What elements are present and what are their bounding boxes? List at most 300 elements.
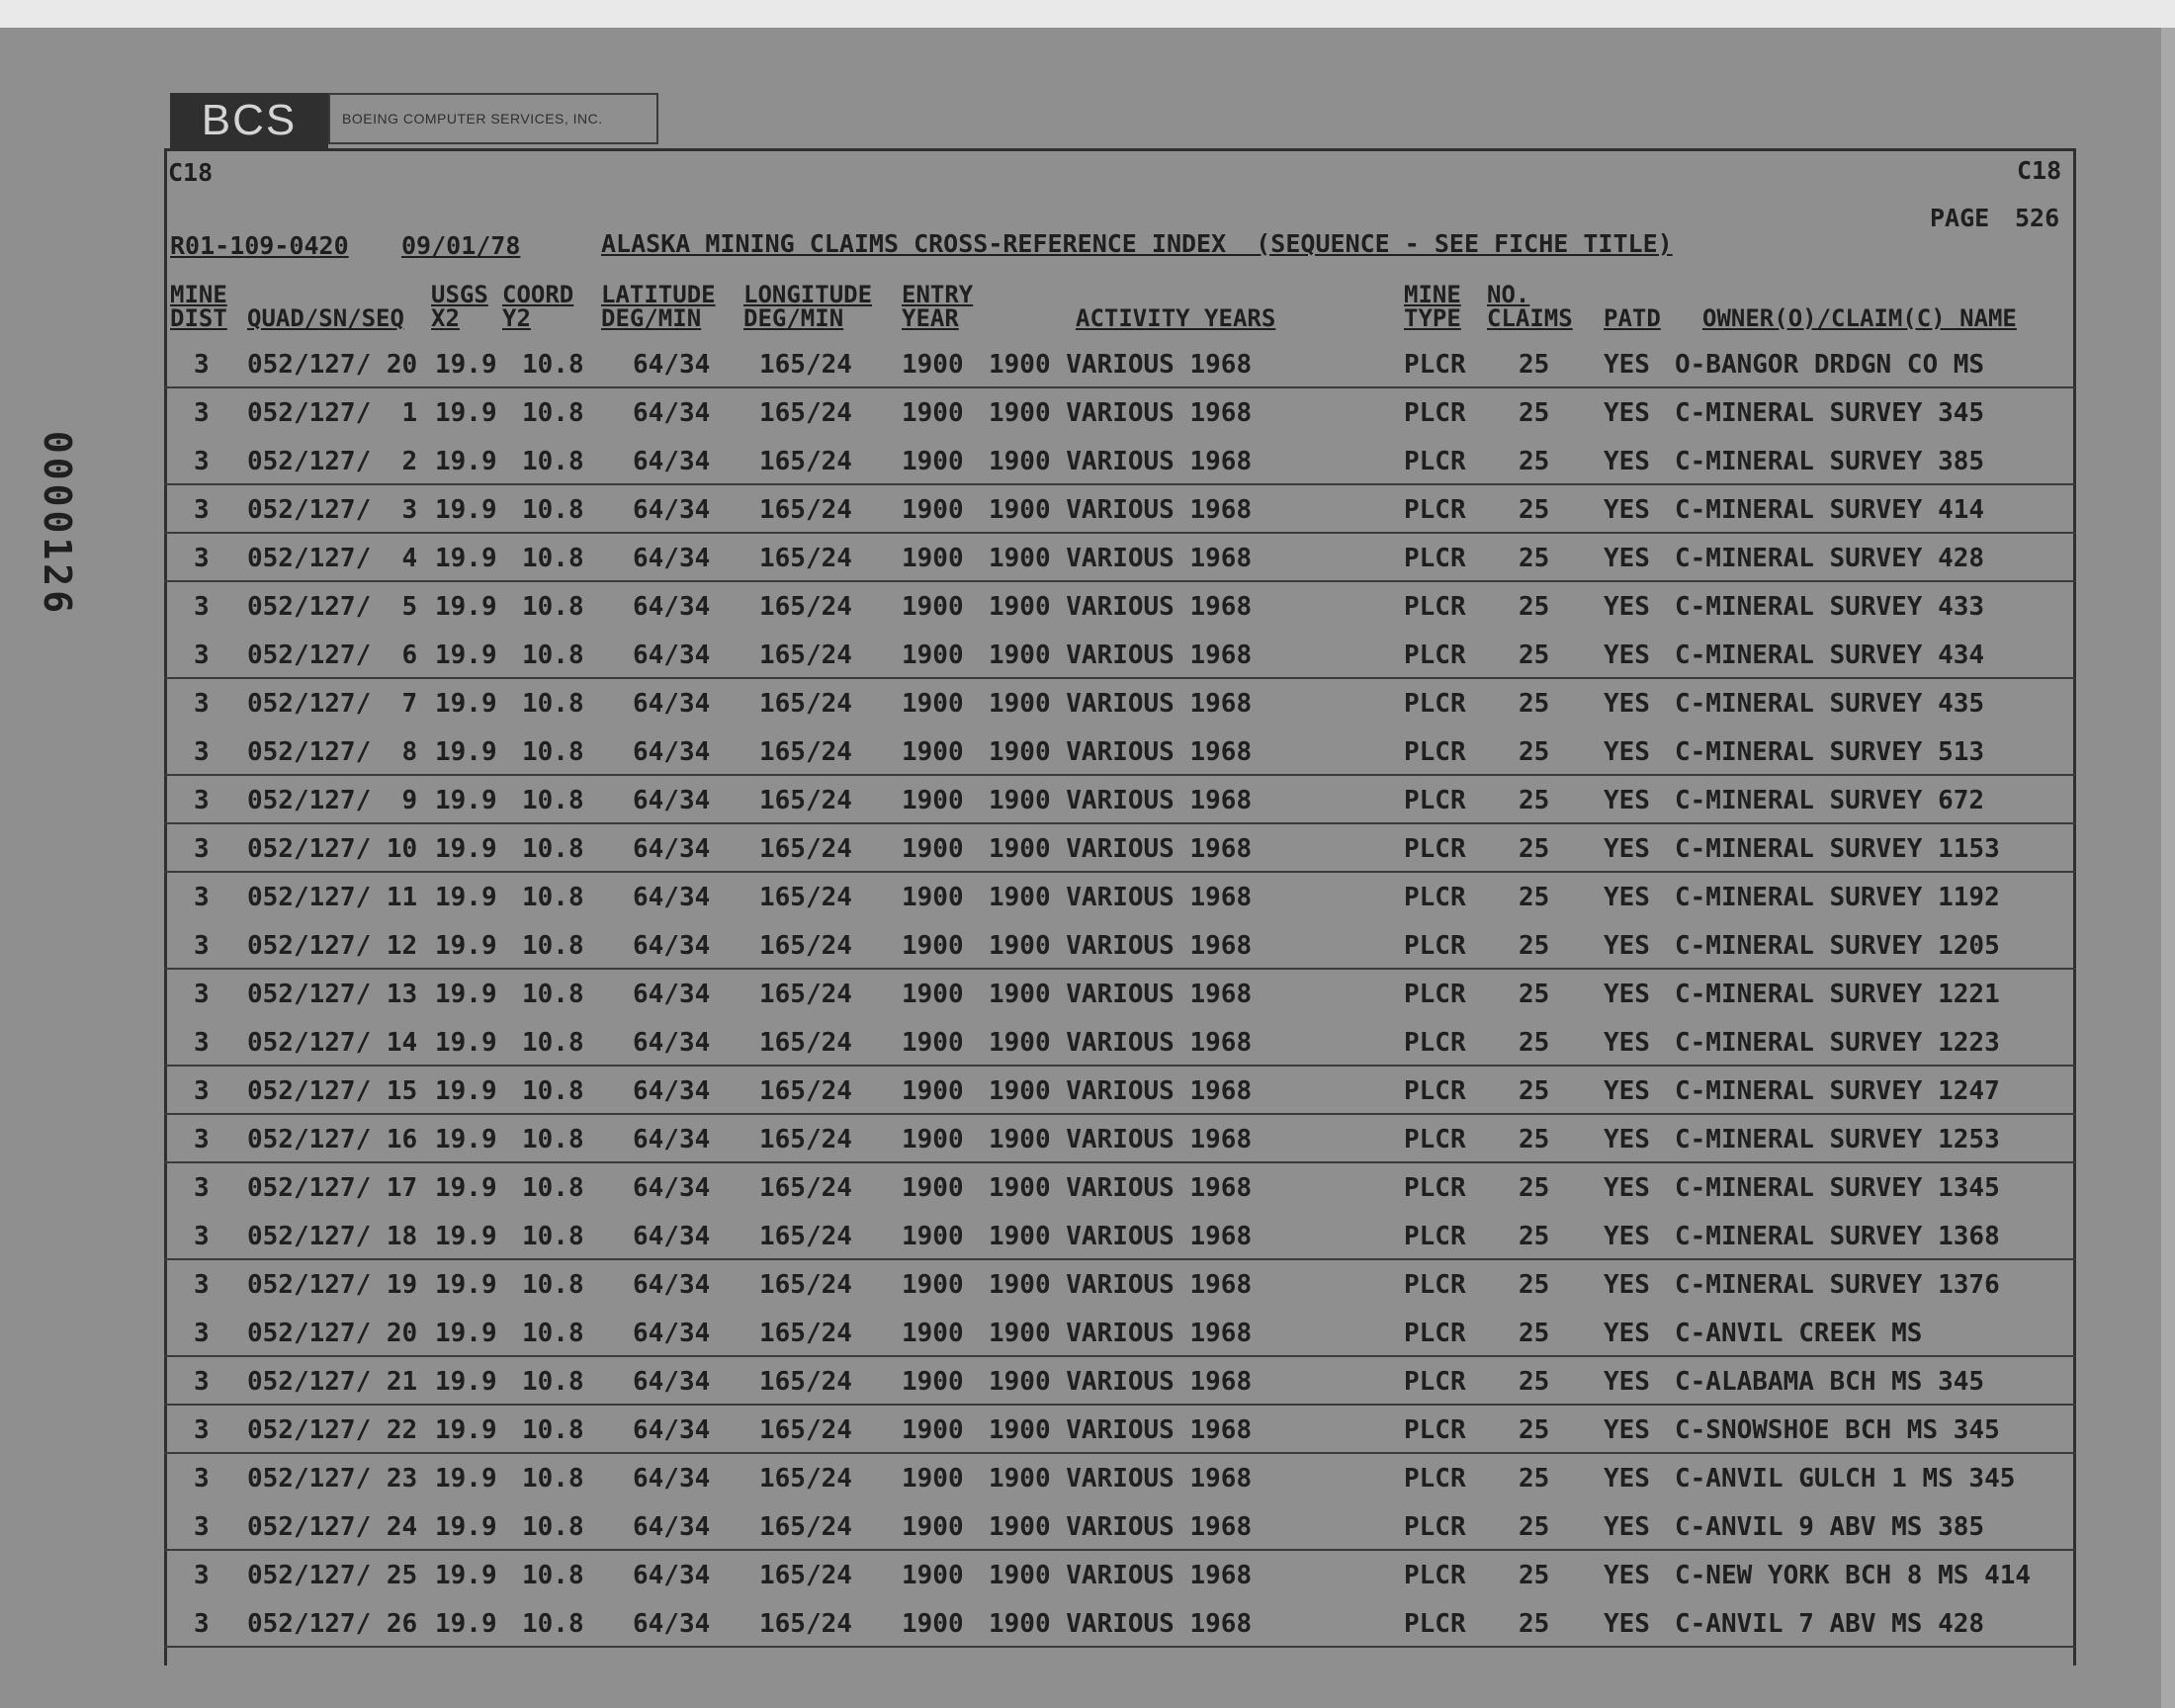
col-header-line1: NO. <box>1487 281 1530 308</box>
cell-latitude: 64/34 <box>633 786 711 815</box>
table-row <box>0 729 2175 778</box>
row-separator-line <box>164 1258 2076 1260</box>
table-row <box>0 1020 2175 1068</box>
cell-patd: YES <box>1604 1367 1650 1397</box>
cell-usgs-x: 19.9 <box>435 1609 497 1639</box>
cell-entry-year: 1900 <box>902 1464 964 1494</box>
cell-longitude: 165/24 <box>759 1464 852 1494</box>
cell-activity-years: 1900 VARIOUS 1968 <box>989 1609 1253 1639</box>
cell-mine-dist: 3 <box>194 592 210 622</box>
cell-latitude: 64/34 <box>633 1028 711 1058</box>
col-header-line2: QUAD/SN/SEQ <box>247 304 404 332</box>
cell-patd: YES <box>1604 980 1650 1009</box>
cell-latitude: 64/34 <box>633 1561 711 1590</box>
report-title: ALASKA MINING CLAIMS CROSS-REFERENCE INDEX (SEQUENCE - SEE FICHE TITLE) <box>601 229 1673 258</box>
cell-activity-years: 1900 VARIOUS 1968 <box>989 786 1253 815</box>
cell-entry-year: 1900 <box>902 883 964 912</box>
cell-coord-y: 10.8 <box>522 592 584 622</box>
cell-usgs-x: 19.9 <box>435 1512 497 1542</box>
cell-usgs-x: 19.9 <box>435 737 497 767</box>
row-separator-line <box>164 386 2076 388</box>
col-header-mine-type <box>1404 283 1461 330</box>
cell-usgs-x: 19.9 <box>435 640 497 670</box>
cell-patd: YES <box>1604 640 1650 670</box>
col-header-line1: MINE <box>170 281 227 308</box>
cell-coord-y: 10.8 <box>522 1076 584 1106</box>
cell-entry-year: 1900 <box>902 640 964 670</box>
cell-mine-dist: 3 <box>194 1028 210 1058</box>
cell-entry-year: 1900 <box>902 398 964 428</box>
cell-no-claims: 25 <box>1519 350 1550 380</box>
row-separator-line <box>164 968 2076 970</box>
side-fiche-number-text: 0000126 <box>36 430 79 618</box>
cell-usgs-x: 19.9 <box>435 447 497 476</box>
cell-owner-claim-name: C-NEW YORK BCH 8 MS 414 <box>1675 1561 2032 1590</box>
cell-quad-sn-seq: 052/127/ 11 <box>247 883 418 912</box>
col-header-usgs-x <box>431 283 488 330</box>
cell-activity-years: 1900 VARIOUS 1968 <box>989 1319 1253 1348</box>
cell-quad-sn-seq: 052/127/ 26 <box>247 1609 418 1639</box>
cell-mine-type: PLCR <box>1404 883 1466 912</box>
cell-latitude: 64/34 <box>633 1173 711 1203</box>
cell-entry-year: 1900 <box>902 786 964 815</box>
cell-longitude: 165/24 <box>759 786 852 815</box>
cell-quad-sn-seq: 052/127/ 20 <box>247 1319 418 1348</box>
top-margin-strip <box>0 0 2175 28</box>
table-row <box>0 342 2175 390</box>
cell-latitude: 64/34 <box>633 1125 711 1154</box>
cell-no-claims: 25 <box>1519 1464 1550 1494</box>
cell-mine-dist: 3 <box>194 1561 210 1590</box>
table-row <box>0 1456 2175 1504</box>
cell-entry-year: 1900 <box>902 1222 964 1251</box>
cell-mine-type: PLCR <box>1404 1173 1466 1203</box>
cell-longitude: 165/24 <box>759 398 852 428</box>
cell-patd: YES <box>1604 834 1650 864</box>
row-separator-line <box>164 822 2076 824</box>
cell-activity-years: 1900 VARIOUS 1968 <box>989 544 1253 573</box>
cell-longitude: 165/24 <box>759 640 852 670</box>
row-separator-line <box>164 1404 2076 1406</box>
cell-entry-year: 1900 <box>902 1173 964 1203</box>
cell-usgs-x: 19.9 <box>435 350 497 380</box>
cell-no-claims: 25 <box>1519 1561 1550 1590</box>
cell-mine-dist: 3 <box>194 495 210 525</box>
cell-patd: YES <box>1604 1125 1650 1154</box>
col-header-line2: YEAR <box>902 304 959 332</box>
cell-no-claims: 25 <box>1519 495 1550 525</box>
cell-owner-claim-name: C-ANVIL 7 ABV MS 428 <box>1675 1609 1985 1639</box>
cell-quad-sn-seq: 052/127/ 25 <box>247 1561 418 1590</box>
cell-quad-sn-seq: 052/127/ 6 <box>247 640 418 670</box>
cell-owner-claim-name: C-MINERAL SURVEY 1345 <box>1675 1173 2000 1203</box>
cell-activity-years: 1900 VARIOUS 1968 <box>989 495 1253 525</box>
cell-activity-years: 1900 VARIOUS 1968 <box>989 447 1253 476</box>
cell-no-claims: 25 <box>1519 1319 1550 1348</box>
cell-patd: YES <box>1604 544 1650 573</box>
cell-activity-years: 1900 VARIOUS 1968 <box>989 398 1253 428</box>
cell-quad-sn-seq: 052/127/ 10 <box>247 834 418 864</box>
table-row <box>0 778 2175 826</box>
cell-usgs-x: 19.9 <box>435 931 497 961</box>
cell-mine-dist: 3 <box>194 1125 210 1154</box>
cell-patd: YES <box>1604 737 1650 767</box>
cell-usgs-x: 19.9 <box>435 786 497 815</box>
bcs-logo: BCS <box>170 93 328 148</box>
cell-owner-claim-name: C-SNOWSHOE BCH MS 345 <box>1675 1415 2000 1445</box>
cell-coord-y: 10.8 <box>522 786 584 815</box>
cell-no-claims: 25 <box>1519 737 1550 767</box>
table-row <box>0 1165 2175 1214</box>
cell-longitude: 165/24 <box>759 447 852 476</box>
cell-owner-claim-name: C-ANVIL CREEK MS <box>1675 1319 1923 1348</box>
cell-owner-claim-name: C-MINERAL SURVEY 672 <box>1675 786 1985 815</box>
table-row <box>0 1504 2175 1553</box>
cell-patd: YES <box>1604 1561 1650 1590</box>
cell-mine-dist: 3 <box>194 398 210 428</box>
cell-usgs-x: 19.9 <box>435 1028 497 1058</box>
table-row <box>0 439 2175 487</box>
cell-mine-dist: 3 <box>194 544 210 573</box>
cell-no-claims: 25 <box>1519 1125 1550 1154</box>
cell-owner-claim-name: C-MINERAL SURVEY 434 <box>1675 640 1985 670</box>
col-header-line2: OWNER(O)/CLAIM(C) NAME <box>1702 304 2017 332</box>
cell-longitude: 165/24 <box>759 1076 852 1106</box>
cell-no-claims: 25 <box>1519 786 1550 815</box>
row-separator-line <box>164 871 2076 873</box>
table-row <box>0 536 2175 584</box>
row-separator-line <box>164 1452 2076 1454</box>
cell-activity-years: 1900 VARIOUS 1968 <box>989 592 1253 622</box>
table-row <box>0 1601 2175 1650</box>
cell-mine-dist: 3 <box>194 786 210 815</box>
cell-activity-years: 1900 VARIOUS 1968 <box>989 640 1253 670</box>
cell-patd: YES <box>1604 1173 1650 1203</box>
cell-activity-years: 1900 VARIOUS 1968 <box>989 350 1253 380</box>
cell-longitude: 165/24 <box>759 1173 852 1203</box>
cell-latitude: 64/34 <box>633 689 711 719</box>
cell-entry-year: 1900 <box>902 931 964 961</box>
cell-coord-y: 10.8 <box>522 931 584 961</box>
cell-no-claims: 25 <box>1519 1076 1550 1106</box>
row-separator-line <box>164 1113 2076 1115</box>
report-id: R01-109-0420 <box>170 231 349 260</box>
col-header-coord-y <box>502 283 573 330</box>
cell-mine-type: PLCR <box>1404 398 1466 428</box>
cell-latitude: 64/34 <box>633 1270 711 1300</box>
cell-coord-y: 10.8 <box>522 1028 584 1058</box>
table-row <box>0 1214 2175 1262</box>
col-header-line2: ACTIVITY YEARS <box>1076 304 1276 332</box>
cell-mine-dist: 3 <box>194 1609 210 1639</box>
cell-latitude: 64/34 <box>633 350 711 380</box>
cell-usgs-x: 19.9 <box>435 1561 497 1590</box>
cell-activity-years: 1900 VARIOUS 1968 <box>989 1270 1253 1300</box>
cell-patd: YES <box>1604 883 1650 912</box>
cell-usgs-x: 19.9 <box>435 495 497 525</box>
cell-latitude: 64/34 <box>633 592 711 622</box>
cell-owner-claim-name: C-MINERAL SURVEY 513 <box>1675 737 1985 767</box>
cell-entry-year: 1900 <box>902 495 964 525</box>
cell-latitude: 64/34 <box>633 1319 711 1348</box>
cell-coord-y: 10.8 <box>522 398 584 428</box>
cell-owner-claim-name: C-MINERAL SURVEY 1368 <box>1675 1222 2000 1251</box>
cell-no-claims: 25 <box>1519 980 1550 1009</box>
page-number: 526 <box>2015 204 2060 232</box>
cell-activity-years: 1900 VARIOUS 1968 <box>989 1464 1253 1494</box>
cell-coord-y: 10.8 <box>522 350 584 380</box>
cell-activity-years: 1900 VARIOUS 1968 <box>989 1512 1253 1542</box>
cell-mine-type: PLCR <box>1404 447 1466 476</box>
cell-coord-y: 10.8 <box>522 834 584 864</box>
cell-activity-years: 1900 VARIOUS 1968 <box>989 737 1253 767</box>
table-row <box>0 1359 2175 1408</box>
cell-quad-sn-seq: 052/127/ 8 <box>247 737 418 767</box>
cell-mine-dist: 3 <box>194 640 210 670</box>
cell-quad-sn-seq: 052/127/ 13 <box>247 980 418 1009</box>
cell-longitude: 165/24 <box>759 1561 852 1590</box>
cell-usgs-x: 19.9 <box>435 398 497 428</box>
cell-quad-sn-seq: 052/127/ 12 <box>247 931 418 961</box>
cell-longitude: 165/24 <box>759 737 852 767</box>
cell-owner-claim-name: C-MINERAL SURVEY 1247 <box>1675 1076 2000 1106</box>
cell-owner-claim-name: C-MINERAL SURVEY 435 <box>1675 689 1985 719</box>
col-header-line1: LONGITUDE <box>743 281 873 308</box>
cell-longitude: 165/24 <box>759 1028 852 1058</box>
cell-coord-y: 10.8 <box>522 1609 584 1639</box>
cell-coord-y: 10.8 <box>522 1561 584 1590</box>
cell-mine-dist: 3 <box>194 350 210 380</box>
cell-usgs-x: 19.9 <box>435 1076 497 1106</box>
cell-longitude: 165/24 <box>759 1222 852 1251</box>
cell-owner-claim-name: C-MINERAL SURVEY 1223 <box>1675 1028 2000 1058</box>
cell-latitude: 64/34 <box>633 1415 711 1445</box>
table-row <box>0 633 2175 681</box>
table-row <box>0 972 2175 1020</box>
cell-coord-y: 10.8 <box>522 1173 584 1203</box>
cell-longitude: 165/24 <box>759 350 852 380</box>
cell-mine-dist: 3 <box>194 1076 210 1106</box>
cell-mine-type: PLCR <box>1404 689 1466 719</box>
cell-mine-type: PLCR <box>1404 1415 1466 1445</box>
cell-latitude: 64/34 <box>633 1512 711 1542</box>
cell-no-claims: 25 <box>1519 1609 1550 1639</box>
cell-quad-sn-seq: 052/127/ 15 <box>247 1076 418 1106</box>
cell-mine-type: PLCR <box>1404 1319 1466 1348</box>
cell-owner-claim-name: C-MINERAL SURVEY 1376 <box>1675 1270 2000 1300</box>
cell-patd: YES <box>1604 1415 1650 1445</box>
cell-entry-year: 1900 <box>902 737 964 767</box>
cell-usgs-x: 19.9 <box>435 1270 497 1300</box>
cell-patd: YES <box>1604 1512 1650 1542</box>
cell-quad-sn-seq: 052/127/ 2 <box>247 447 418 476</box>
table-row <box>0 390 2175 439</box>
cell-activity-years: 1900 VARIOUS 1968 <box>989 980 1253 1009</box>
cell-patd: YES <box>1604 1076 1650 1106</box>
cell-owner-claim-name: O-BANGOR DRDGN CO MS <box>1675 350 1985 380</box>
cell-usgs-x: 19.9 <box>435 883 497 912</box>
cell-quad-sn-seq: 052/127/ 18 <box>247 1222 418 1251</box>
cell-mine-type: PLCR <box>1404 1076 1466 1106</box>
col-header-line2: Y2 <box>502 304 531 332</box>
cell-entry-year: 1900 <box>902 1367 964 1397</box>
cell-entry-year: 1900 <box>902 447 964 476</box>
cell-patd: YES <box>1604 689 1650 719</box>
cell-mine-type: PLCR <box>1404 640 1466 670</box>
table-row <box>0 826 2175 875</box>
cell-mine-dist: 3 <box>194 931 210 961</box>
cell-mine-dist: 3 <box>194 1367 210 1397</box>
cell-patd: YES <box>1604 1222 1650 1251</box>
cell-entry-year: 1900 <box>902 1028 964 1058</box>
cell-patd: YES <box>1604 350 1650 380</box>
cell-latitude: 64/34 <box>633 1076 711 1106</box>
cell-activity-years: 1900 VARIOUS 1968 <box>989 1367 1253 1397</box>
cell-latitude: 64/34 <box>633 1222 711 1251</box>
cell-quad-sn-seq: 052/127/ 22 <box>247 1415 418 1445</box>
cell-owner-claim-name: C-MINERAL SURVEY 385 <box>1675 447 1985 476</box>
cell-patd: YES <box>1604 592 1650 622</box>
cell-no-claims: 25 <box>1519 544 1550 573</box>
cell-quad-sn-seq: 052/127/ 16 <box>247 1125 418 1154</box>
col-header-owner-claim-name <box>1702 283 2017 330</box>
cell-coord-y: 10.8 <box>522 544 584 573</box>
cell-activity-years: 1900 VARIOUS 1968 <box>989 1173 1253 1203</box>
cell-mine-type: PLCR <box>1404 1512 1466 1542</box>
cell-mine-type: PLCR <box>1404 1609 1466 1639</box>
cell-entry-year: 1900 <box>902 1415 964 1445</box>
cell-latitude: 64/34 <box>633 883 711 912</box>
cell-usgs-x: 19.9 <box>435 1173 497 1203</box>
cell-latitude: 64/34 <box>633 980 711 1009</box>
cell-coord-y: 10.8 <box>522 1319 584 1348</box>
cell-longitude: 165/24 <box>759 1319 852 1348</box>
cell-no-claims: 25 <box>1519 931 1550 961</box>
cell-owner-claim-name: C-MINERAL SURVEY 1253 <box>1675 1125 2000 1154</box>
col-header-activity-years <box>1076 283 1275 330</box>
cell-owner-claim-name: C-ANVIL GULCH 1 MS 345 <box>1675 1464 2016 1494</box>
cell-longitude: 165/24 <box>759 1415 852 1445</box>
cell-latitude: 64/34 <box>633 737 711 767</box>
cell-mine-dist: 3 <box>194 1464 210 1494</box>
cell-activity-years: 1900 VARIOUS 1968 <box>989 1415 1253 1445</box>
cell-no-claims: 25 <box>1519 592 1550 622</box>
cell-entry-year: 1900 <box>902 592 964 622</box>
row-separator-line <box>164 532 2076 534</box>
cell-no-claims: 25 <box>1519 398 1550 428</box>
cell-mine-dist: 3 <box>194 1319 210 1348</box>
col-header-line2: X2 <box>431 304 460 332</box>
cell-longitude: 165/24 <box>759 544 852 573</box>
cell-mine-type: PLCR <box>1404 1270 1466 1300</box>
table-row <box>0 584 2175 633</box>
cell-entry-year: 1900 <box>902 1609 964 1639</box>
col-header-quad <box>247 283 404 330</box>
cell-mine-dist: 3 <box>194 737 210 767</box>
col-header-line2: DEG/MIN <box>743 304 844 332</box>
cell-mine-dist: 3 <box>194 883 210 912</box>
cell-no-claims: 25 <box>1519 883 1550 912</box>
cell-mine-type: PLCR <box>1404 592 1466 622</box>
cell-mine-dist: 3 <box>194 689 210 719</box>
cell-mine-type: PLCR <box>1404 1367 1466 1397</box>
cell-no-claims: 25 <box>1519 1222 1550 1251</box>
cell-entry-year: 1900 <box>902 350 964 380</box>
cell-patd: YES <box>1604 1270 1650 1300</box>
cell-mine-type: PLCR <box>1404 1125 1466 1154</box>
row-separator-line <box>164 1646 2076 1648</box>
cell-usgs-x: 19.9 <box>435 980 497 1009</box>
cell-no-claims: 25 <box>1519 1367 1550 1397</box>
cell-mine-dist: 3 <box>194 1173 210 1203</box>
cell-latitude: 64/34 <box>633 495 711 525</box>
cell-mine-type: PLCR <box>1404 1464 1466 1494</box>
table-row <box>0 1068 2175 1117</box>
cell-owner-claim-name: C-MINERAL SURVEY 428 <box>1675 544 1985 573</box>
cell-activity-years: 1900 VARIOUS 1968 <box>989 834 1253 864</box>
cell-coord-y: 10.8 <box>522 1125 584 1154</box>
cell-quad-sn-seq: 052/127/ 14 <box>247 1028 418 1058</box>
col-header-line1: COORD <box>502 281 574 308</box>
cell-entry-year: 1900 <box>902 1512 964 1542</box>
cell-usgs-x: 19.9 <box>435 1222 497 1251</box>
fiche-code-left: C18 <box>168 158 214 187</box>
row-separator-line <box>164 483 2076 485</box>
cell-quad-sn-seq: 052/127/ 19 <box>247 1270 418 1300</box>
cell-latitude: 64/34 <box>633 834 711 864</box>
col-header-latitude <box>601 283 716 330</box>
cell-mine-type: PLCR <box>1404 544 1466 573</box>
cell-latitude: 64/34 <box>633 447 711 476</box>
report-date: 09/01/78 <box>401 231 521 260</box>
cell-latitude: 64/34 <box>633 1464 711 1494</box>
cell-mine-type: PLCR <box>1404 931 1466 961</box>
cell-entry-year: 1900 <box>902 980 964 1009</box>
cell-patd: YES <box>1604 931 1650 961</box>
table-row <box>0 681 2175 729</box>
cell-owner-claim-name: C-MINERAL SURVEY 433 <box>1675 592 1985 622</box>
cell-latitude: 64/34 <box>633 640 711 670</box>
cell-mine-type: PLCR <box>1404 1028 1466 1058</box>
row-separator-line <box>164 1161 2076 1163</box>
cell-coord-y: 10.8 <box>522 980 584 1009</box>
cell-longitude: 165/24 <box>759 1512 852 1542</box>
cell-patd: YES <box>1604 1319 1650 1348</box>
cell-mine-dist: 3 <box>194 980 210 1009</box>
col-header-patd <box>1604 283 1661 330</box>
cell-latitude: 64/34 <box>633 931 711 961</box>
cell-entry-year: 1900 <box>902 834 964 864</box>
cell-quad-sn-seq: 052/127/ 7 <box>247 689 418 719</box>
cell-mine-dist: 3 <box>194 1512 210 1542</box>
cell-coord-y: 10.8 <box>522 1415 584 1445</box>
cell-no-claims: 25 <box>1519 1028 1550 1058</box>
cell-usgs-x: 19.9 <box>435 1415 497 1445</box>
cell-patd: YES <box>1604 1609 1650 1639</box>
cell-mine-dist: 3 <box>194 447 210 476</box>
cell-longitude: 165/24 <box>759 689 852 719</box>
cell-mine-dist: 3 <box>194 1270 210 1300</box>
col-header-line1: ENTRY <box>902 281 974 308</box>
cell-longitude: 165/24 <box>759 931 852 961</box>
cell-usgs-x: 19.9 <box>435 689 497 719</box>
cell-mine-type: PLCR <box>1404 1222 1466 1251</box>
cell-longitude: 165/24 <box>759 834 852 864</box>
cell-coord-y: 10.8 <box>522 640 584 670</box>
cell-mine-type: PLCR <box>1404 786 1466 815</box>
row-separator-line <box>164 580 2076 582</box>
cell-quad-sn-seq: 052/127/ 17 <box>247 1173 418 1203</box>
